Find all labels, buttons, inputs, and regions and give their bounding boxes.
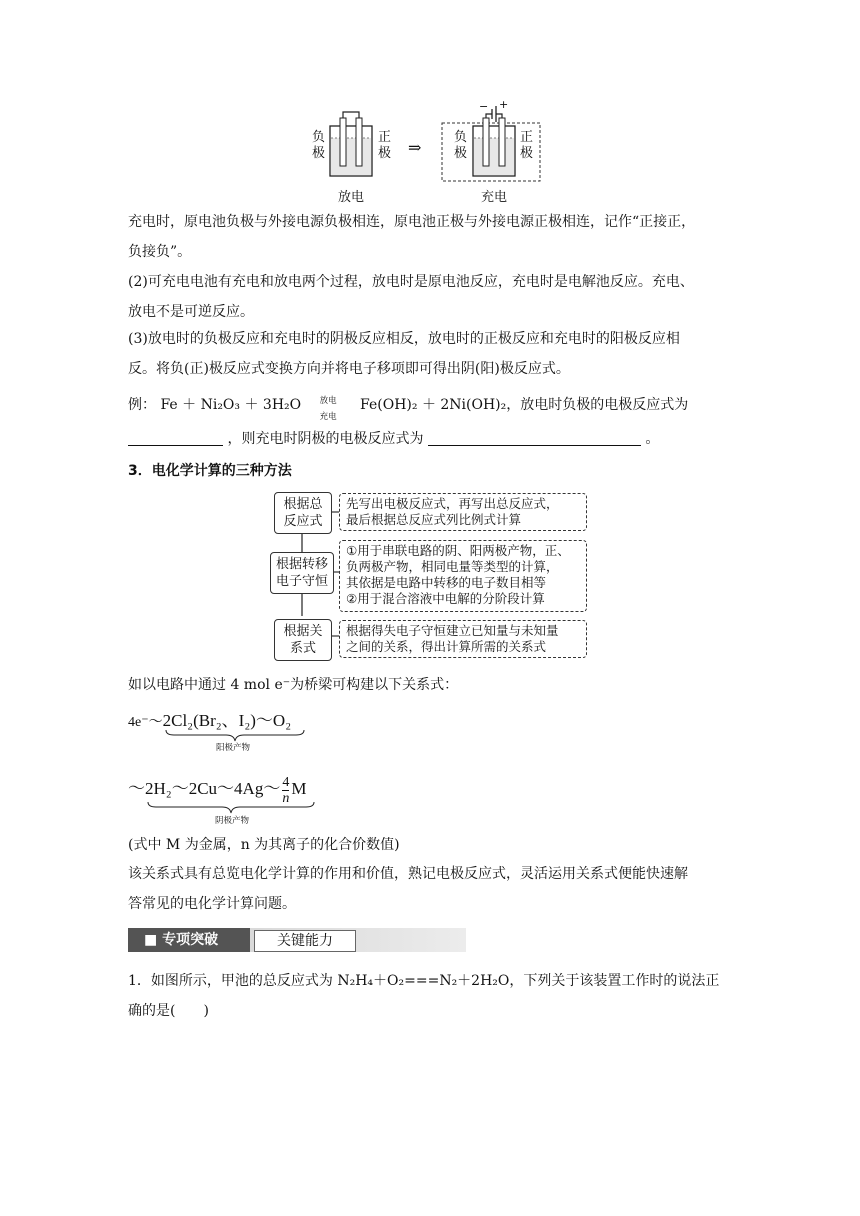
minus-sign: −: [479, 100, 489, 113]
pos-electrode-label-left: 正极: [378, 130, 392, 161]
paragraph-line: 负接负”。: [128, 244, 192, 260]
relation-formula-cathode: ～2H₂～2Cu～4Ag～ $\frac{4}{n}$ M: [128, 774, 307, 806]
discharge-caption: 放电: [338, 190, 365, 205]
cathode-products-label: 阴极产物: [215, 816, 250, 826]
example-line-2: ，则充电时阴极的电极反应式为 。: [128, 424, 738, 454]
method-desc-relation: 根据得失电子守恒建立已知量与未知量 之间的关系，得出计算所需的关系式: [339, 620, 587, 658]
pos-electrode-label-right: 正极: [520, 130, 534, 161]
paragraph-line: 如以电路中通过 4 mol e⁻为桥梁可构建以下关系式：: [128, 677, 459, 693]
question-line: 确的是( ): [128, 1003, 209, 1019]
neg-electrode-label-right: 负极: [454, 130, 468, 161]
relation-formula-anode: 4e⁻～2Cl₂(Br₂、I₂)～O₂: [128, 711, 292, 730]
paragraph-line: 充电时，原电池负极与外接电源负极相连，原电池正极与外接电源正极相连，记作“正接正，: [128, 214, 696, 230]
example-prefix: 例：: [128, 397, 156, 413]
battery-figure: [300, 100, 560, 205]
section-banner: [128, 928, 466, 952]
neg-electrode-label-left: 负极: [312, 130, 326, 161]
method-box-relation: 根据关 系式: [274, 619, 332, 661]
section-title: 3．电化学计算的三种方法: [128, 463, 292, 479]
reversible-arrow: 放电 充电: [319, 396, 337, 422]
charge-caption: 充电: [481, 190, 508, 205]
answer-blank-1[interactable]: [128, 429, 223, 446]
answer-blank-2[interactable]: [428, 429, 641, 446]
example-equation: [128, 390, 738, 420]
paragraph-line: 反。将负(正)极反应式变换方向并将电子移项即可得出阴(阳)极反应式。: [128, 361, 570, 377]
question-line: 1．如图所示，甲池的总反应式为 N₂H₄＋O₂===N₂＋2H₂O，下列关于该装置工作时的说法正: [128, 973, 720, 989]
method-box-electron-conservation: 根据转移 电子守恒: [270, 552, 334, 594]
paragraph-line: 该关系式具有总览电化学计算的作用和价值，熟记电极反应式，灵活运用关系式便能快速解: [128, 866, 688, 882]
paragraph-line: 放电不是可逆反应。: [128, 304, 254, 320]
plus-sign: +: [499, 98, 509, 111]
banner-subtitle: 关键能力: [254, 930, 356, 952]
paragraph-line: (2)可充电电池有充电和放电两个过程，放电时是原电池反应，充电时是电解池反应。充电、: [128, 274, 694, 290]
transition-arrow: ⇒: [408, 138, 422, 157]
underbrace-cathode: [146, 800, 316, 814]
example-reactants: Fe ＋ Ni₂O₃ ＋ 3H₂O: [160, 397, 302, 413]
method-box-total-reaction: 根据总 反应式: [274, 492, 332, 534]
underbrace-anode: [164, 728, 306, 742]
paragraph-line: 答常见的电化学计算问题。: [128, 896, 296, 912]
paragraph-line: (式中 M 为金属，n 为其离子的化合价数值): [128, 837, 400, 853]
paragraph-line: (3)放电时的负极反应和充电时的阴极反应相反，放电时的正极反应和充电时的阳极反应相: [128, 331, 680, 347]
fraction: $\frac{4}{n}$: [282, 774, 290, 806]
method-desc-total-reaction: 先写出电极反应式，再写出总反应式， 最后根据总反应式列比例式计算: [339, 493, 587, 531]
example-products: Fe(OH)₂ ＋ 2Ni(OH)₂，放电时负极的电极反应式为: [360, 397, 689, 413]
method-desc-electron-conservation: ①用于串联电路的阴、阳两极产物，正、 负两极产物，相同电量等类型的计算， 其依据是电路中转移的电子数目相等 ②用于混合溶液中电解的分阶段计算: [339, 540, 587, 612]
banner-title: ■ 专项突破: [128, 928, 250, 952]
anode-products-label: 阳极产物: [216, 743, 251, 753]
